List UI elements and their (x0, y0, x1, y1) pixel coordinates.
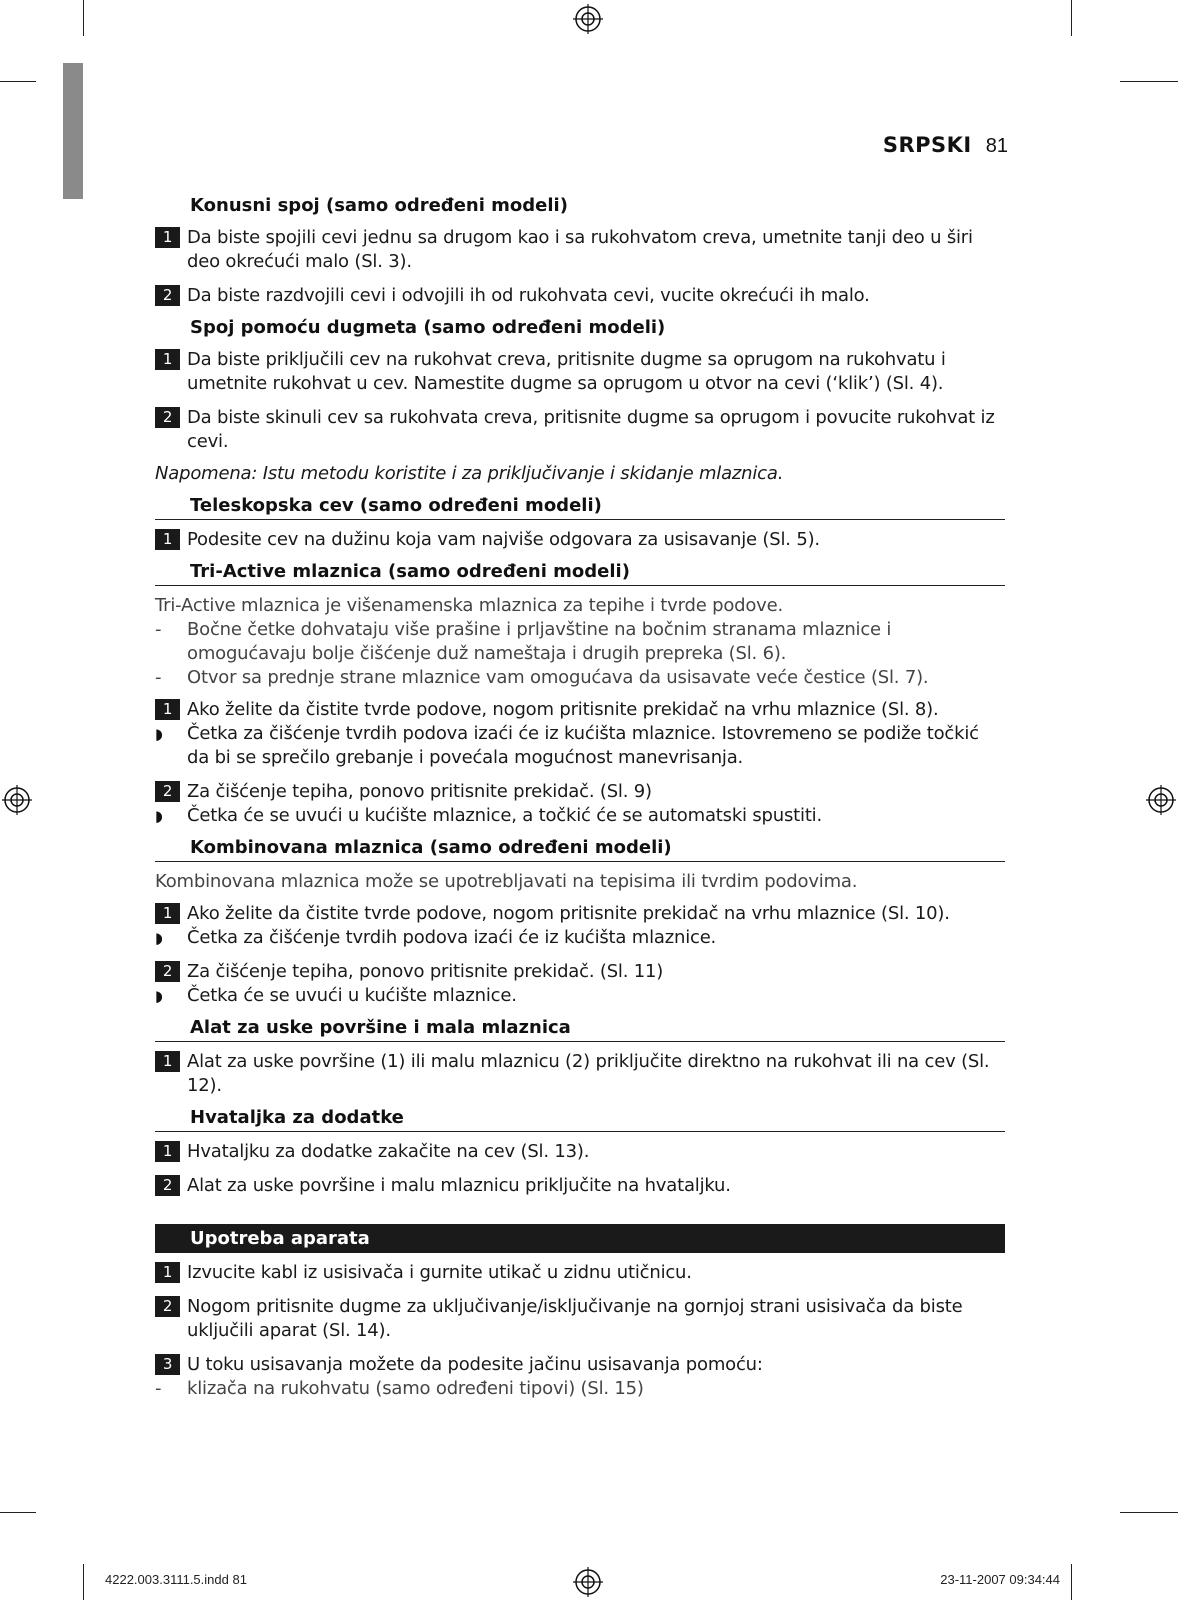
step-number-badge: 1 (155, 529, 180, 550)
dash-item-text: Bočne četke dohvataju više prašine i prljavštine na bočnim stranama mlaznice i omogućavaju bolje čišćenje duž nameštaja i drugih prepreka (Sl. 6). (187, 619, 892, 664)
result-bullet (155, 804, 1005, 828)
bullet-text: Četka će se uvući u kućište mlaznice. (187, 985, 517, 1006)
section-heading: Hvataljka za dodatke (155, 1106, 1005, 1132)
chapter-title-bar: Upotreba aparata (155, 1224, 1005, 1253)
step-number-badge: 1 (155, 699, 180, 720)
section-heading: Alat za uske površine i mala mlaznica (155, 1016, 1005, 1042)
registration-mark-icon (573, 4, 603, 34)
numbered-step (155, 960, 1005, 984)
crop-mark (0, 81, 36, 82)
section-heading: Spoj pomoću dugmeta (samo određeni modeli) (190, 317, 666, 338)
language-tab-marker (63, 63, 83, 199)
numbered-step (155, 1295, 1005, 1343)
step-number-badge: 2 (155, 1296, 180, 1317)
dash-marker: - (155, 667, 162, 688)
step-text: Za čišćenje tepiha, ponovo pritisnite prekidač. (Sl. 9) (187, 781, 652, 802)
crop-mark (83, 1564, 84, 1600)
step-number-badge: 1 (155, 227, 180, 248)
step-number-badge: 1 (155, 1051, 180, 1072)
crop-mark (1120, 1512, 1178, 1513)
section-heading: Teleskopska cev (samo određeni modeli) (155, 494, 1005, 520)
dash-list-item (155, 1377, 1005, 1401)
section-heading: Konusni spoj (samo određeni modeli) (190, 195, 568, 216)
bullet-text: Četka će se uvući u kućište mlaznice, a točkić će se automatski spustiti. (187, 805, 822, 826)
numbered-step (155, 528, 1005, 552)
registration-mark-icon (2, 785, 32, 815)
step-text: Hvataljku za dodatke zakačite na cev (Sl. 13). (187, 1141, 590, 1162)
language-label: SRPSKI (882, 133, 972, 157)
numbered-step (155, 406, 1005, 454)
step-number-badge: 2 (155, 285, 180, 306)
bullet-arrow-icon: ◗ (155, 807, 163, 825)
step-text: Nogom pritisnite dugme za uključivanje/isključivanje na gornjoj strani usisivača da biste uključili aparat (Sl. 14). (187, 1296, 963, 1341)
dash-list-item (155, 666, 1005, 690)
step-number-badge: 1 (155, 1141, 180, 1162)
crop-mark (1120, 81, 1178, 82)
step-number-badge: 1 (155, 349, 180, 370)
footer-datetime: 23-11-2007 09:34:44 (940, 1572, 1060, 1587)
section-heading: Tri-Active mlaznica (samo određeni modeli) (155, 560, 1005, 586)
step-number-badge: 2 (155, 1175, 180, 1196)
step-number-badge: 2 (155, 961, 180, 982)
numbered-step (155, 1261, 1005, 1285)
step-number-badge: 3 (155, 1354, 180, 1375)
dash-item-text: Otvor sa prednje strane mlaznice vam omogućava da usisavate veće čestice (Sl. 7). (187, 667, 929, 688)
numbered-step (155, 698, 1005, 722)
step-number-badge: 1 (155, 1262, 180, 1283)
note-text: Napomena: Istu metodu koristite i za priključivanje i skidanje mlaznica. (155, 463, 784, 484)
bullet-arrow-icon: ◗ (155, 725, 163, 743)
step-text: Da biste skinuli cev sa rukohvata creva, pritisnite dugme sa oprugom i povucite rukohvat iz cevi. (187, 407, 995, 452)
result-bullet (155, 926, 1005, 950)
numbered-step (155, 348, 1005, 396)
step-text: Ako želite da čistite tvrde podove, nogom pritisnite prekidač na vrhu mlaznice (Sl. 8). (187, 699, 939, 720)
registration-mark-icon (1146, 785, 1176, 815)
registration-mark-icon (573, 1567, 603, 1597)
bullet-arrow-icon: ◗ (155, 987, 163, 1005)
crop-mark (0, 1512, 36, 1513)
numbered-step (155, 780, 1005, 804)
bullet-text: Četka za čišćenje tvrdih podova izaći će iz kućišta mlaznice. (187, 927, 717, 948)
step-text: U toku usisavanja možete da podesite jačinu usisavanja pomoću: (187, 1354, 763, 1375)
crop-mark (1071, 1564, 1072, 1600)
numbered-step (155, 1353, 1005, 1377)
bullet-text: Četka za čišćenje tvrdih podova izaći će iz kućišta mlaznice. Istovremeno se podiže točkić da bi se sprečilo grebanje i povećala mogućnost manevrisanja. (187, 723, 979, 768)
step-number-badge: 2 (155, 407, 180, 428)
dash-item-text: klizača na rukohvatu (samo određeni tipovi) (Sl. 15) (187, 1378, 644, 1399)
numbered-step (155, 1140, 1005, 1164)
crop-mark (83, 0, 84, 36)
step-text: Ako želite da čistite tvrde podove, nogom pritisnite prekidač na vrhu mlaznice (Sl. 10). (187, 903, 950, 924)
step-number-badge: 2 (155, 781, 180, 802)
numbered-step (155, 226, 1005, 274)
numbered-step (155, 284, 1005, 308)
result-bullet (155, 984, 1005, 1008)
step-text: Da biste priključili cev na rukohvat creva, pritisnite dugme sa oprugom na rukohvatu i umetnite rukohvat u cev. Namestite dugme sa oprugom u otvor na cevi (‘klik’) (Sl. 4). (187, 349, 946, 394)
section-heading: Kombinovana mlaznica (samo određeni modeli) (155, 836, 1005, 862)
numbered-step (155, 1050, 1005, 1098)
crop-mark (1071, 0, 1072, 36)
numbered-step (155, 902, 1005, 926)
step-text: Za čišćenje tepiha, ponovo pritisnite prekidač. (Sl. 11) (187, 961, 664, 982)
dash-marker: - (155, 619, 162, 640)
numbered-step (155, 1174, 1005, 1198)
step-text: Da biste razdvojili cevi i odvojili ih od rukohvata cevi, vucite okrećući ih malo. (187, 285, 870, 306)
result-bullet (155, 722, 1005, 770)
step-text: Izvucite kabl iz usisivača i gurnite utikač u zidnu utičnicu. (187, 1262, 692, 1283)
bullet-arrow-icon: ◗ (155, 929, 163, 947)
dash-list-item (155, 618, 1005, 666)
intro-paragraph: Kombinovana mlaznica može se upotrebljavati na tepisima ili tvrdim podovima. (155, 871, 858, 892)
step-text: Podesite cev na dužinu koja vam najviše odgovara za usisavanje (Sl. 5). (187, 529, 820, 550)
step-text: Da biste spojili cevi jednu sa drugom kao i sa rukohvatom creva, umetnite tanji deo u širi deo okrećući malo (Sl. 3). (187, 227, 973, 272)
dash-marker: - (155, 1378, 162, 1399)
step-text: Alat za uske površine (1) ili malu mlaznicu (2) priključite direktno na rukohvat ili na cev (Sl. 12). (187, 1051, 990, 1096)
page-number: 81 (985, 135, 1008, 157)
step-text: Alat za uske površine i malu mlaznicu priključite na hvataljku. (187, 1175, 731, 1196)
footer-file: 4222.003.3111.5.indd 81 (105, 1572, 247, 1587)
intro-paragraph: Tri-Active mlaznica je višenamenska mlaznica za tepihe i tvrde podove. (155, 595, 784, 616)
step-number-badge: 1 (155, 903, 180, 924)
page-header (883, 133, 1008, 163)
manual-content (155, 194, 1005, 1401)
